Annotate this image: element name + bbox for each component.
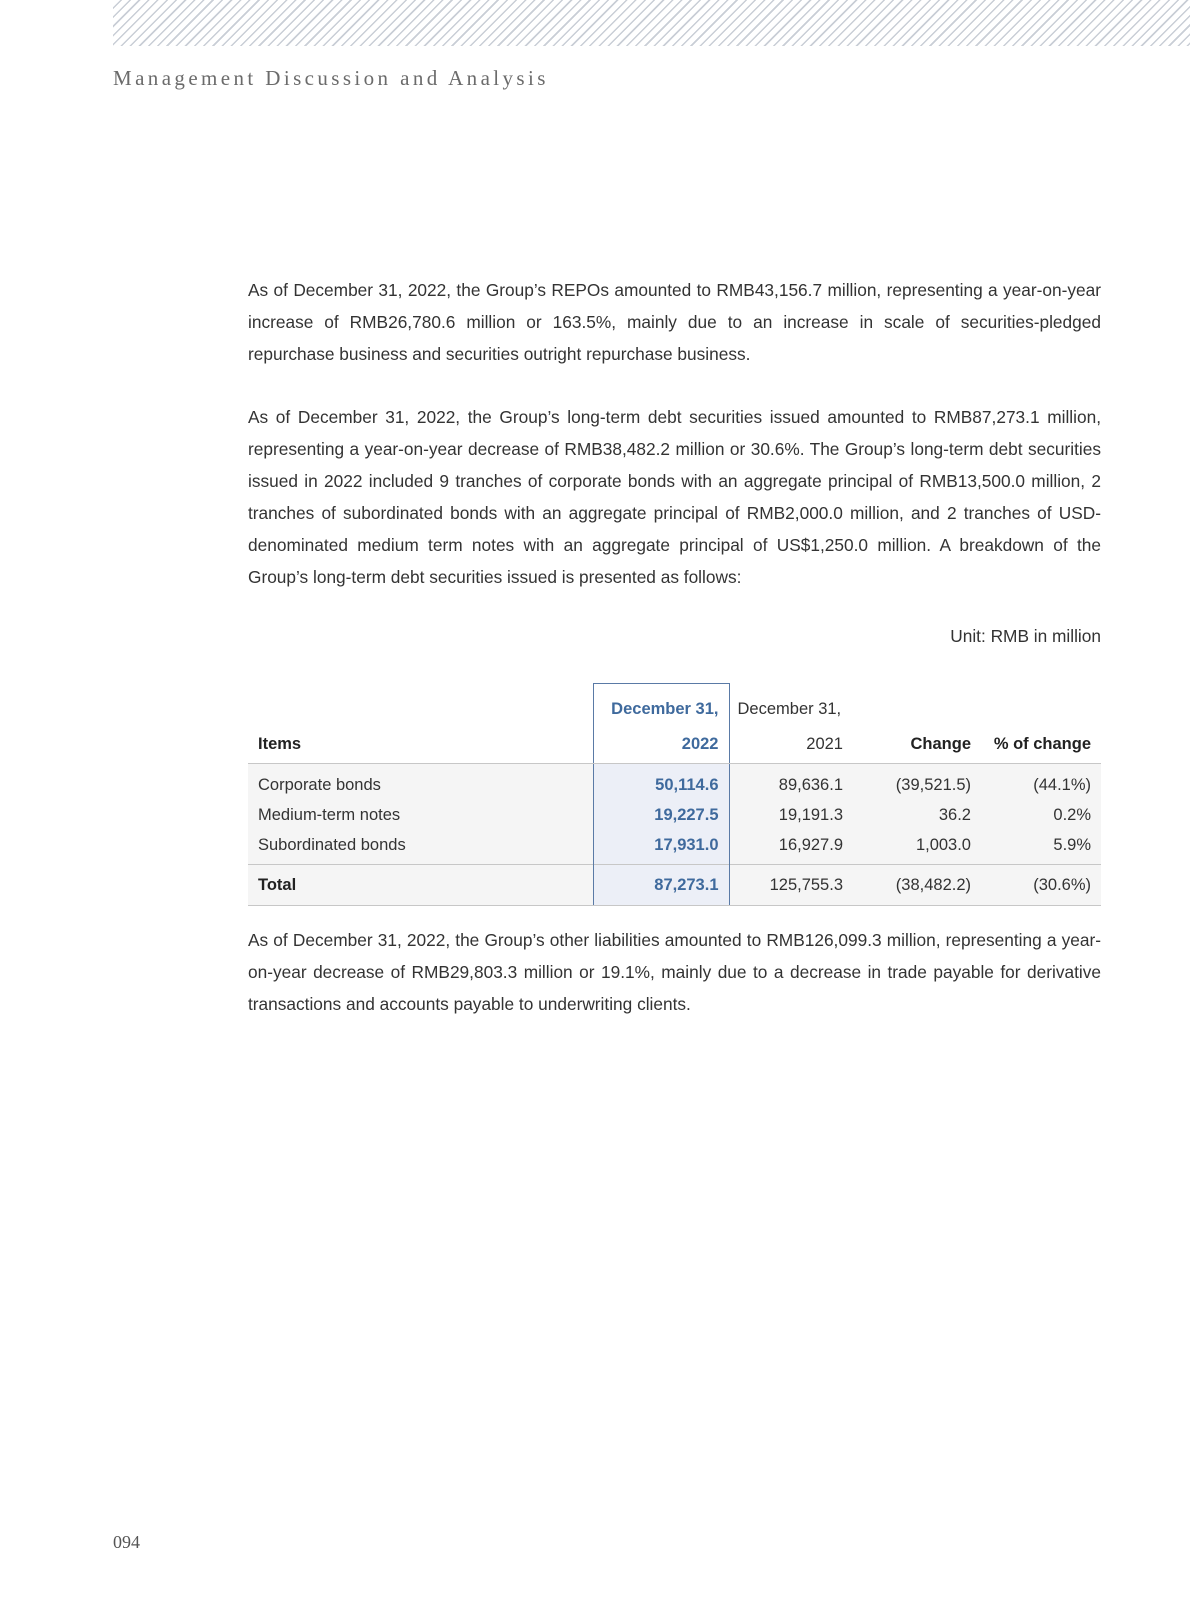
- row-pct: (44.1%): [981, 764, 1101, 801]
- total-dec2021: 125,755.3: [729, 865, 853, 906]
- table-row: [248, 800, 1101, 830]
- row-dec2022: 50,114.6: [593, 764, 729, 801]
- row-dec2021: 16,927.9: [729, 830, 853, 865]
- table-unit-label: Unit: RMB in million: [950, 626, 1101, 646]
- table-row: [248, 830, 1101, 865]
- row-item: Corporate bonds: [248, 764, 593, 801]
- debt-securities-table: [248, 683, 1101, 906]
- row-dec2021: 19,191.3: [729, 800, 853, 830]
- row-item: Subordinated bonds: [248, 830, 593, 865]
- table-row: [248, 764, 1101, 801]
- header-items: Items: [248, 719, 593, 764]
- row-dec2022: 19,227.5: [593, 800, 729, 830]
- header-pct-spacer: [981, 684, 1101, 720]
- paragraph-other-liabilities: As of December 31, 2022, the Group’s other liabilities amounted to RMB126,099.3 million, representing a year-on-year decrease of RMB29,803.3 million or 19.1%, mainly due to a decrease in trade payable for derivative transactions and accounts payable to underwriting clients.: [248, 930, 1101, 1014]
- page-number: 094: [113, 1532, 140, 1552]
- row-dec2021: 89,636.1: [729, 764, 853, 801]
- header-change-spacer: [853, 684, 981, 720]
- row-change: (39,521.5): [853, 764, 981, 801]
- row-pct: 0.2%: [981, 800, 1101, 830]
- total-pct: (30.6%): [981, 865, 1101, 906]
- total-dec2022: 87,273.1: [593, 865, 729, 906]
- header-dec2021-line2: 2021: [729, 719, 853, 764]
- row-change: 1,003.0: [853, 830, 981, 865]
- total-change: (38,482.2): [853, 865, 981, 906]
- section-title: Management Discussion and Analysis: [113, 66, 549, 90]
- row-item: Medium-term notes: [248, 800, 593, 830]
- total-item: Total: [248, 865, 593, 906]
- header-hatch-band: [113, 0, 1190, 46]
- row-change: 36.2: [853, 800, 981, 830]
- header-dec2022-line2: 2022: [593, 719, 729, 764]
- header-pct-change: % of change: [981, 719, 1101, 764]
- paragraph-repos: As of December 31, 2022, the Group’s REPOs amounted to RMB43,156.7 million, representing a year-on-year increase of RMB26,780.6 million or 163.5%, mainly due to an increase in scale of securities-pledged repurchase business and securities outright repurchase business.: [248, 280, 1101, 364]
- header-items-spacer: [248, 684, 593, 720]
- paragraph-long-term-debt: As of December 31, 2022, the Group’s long-term debt securities issued amounted to RMB87,273.1 million, representing a year-on-year decrease of RMB38,482.2 million or 30.6%. The Group’s long-term debt securities issued in 2022 included 9 tranches of corporate bonds with an aggregate principal of RMB13,500.0 million, 2 tranches of subordinated bonds with an aggregate principal of RMB2,000.0 million, and 2 tranches of USD-denominated medium term notes with an aggregate principal of US$1,250.0 million. A breakdown of the Group’s long-term debt securities issued is presented as follows:: [248, 407, 1101, 587]
- row-dec2022: 17,931.0: [593, 830, 729, 865]
- row-pct: 5.9%: [981, 830, 1101, 865]
- header-change: Change: [853, 719, 981, 764]
- header-dec2022-line1: December 31,: [593, 684, 729, 720]
- header-dec2021-line1: December 31,: [737, 700, 842, 718]
- table-total-row: [248, 865, 1101, 906]
